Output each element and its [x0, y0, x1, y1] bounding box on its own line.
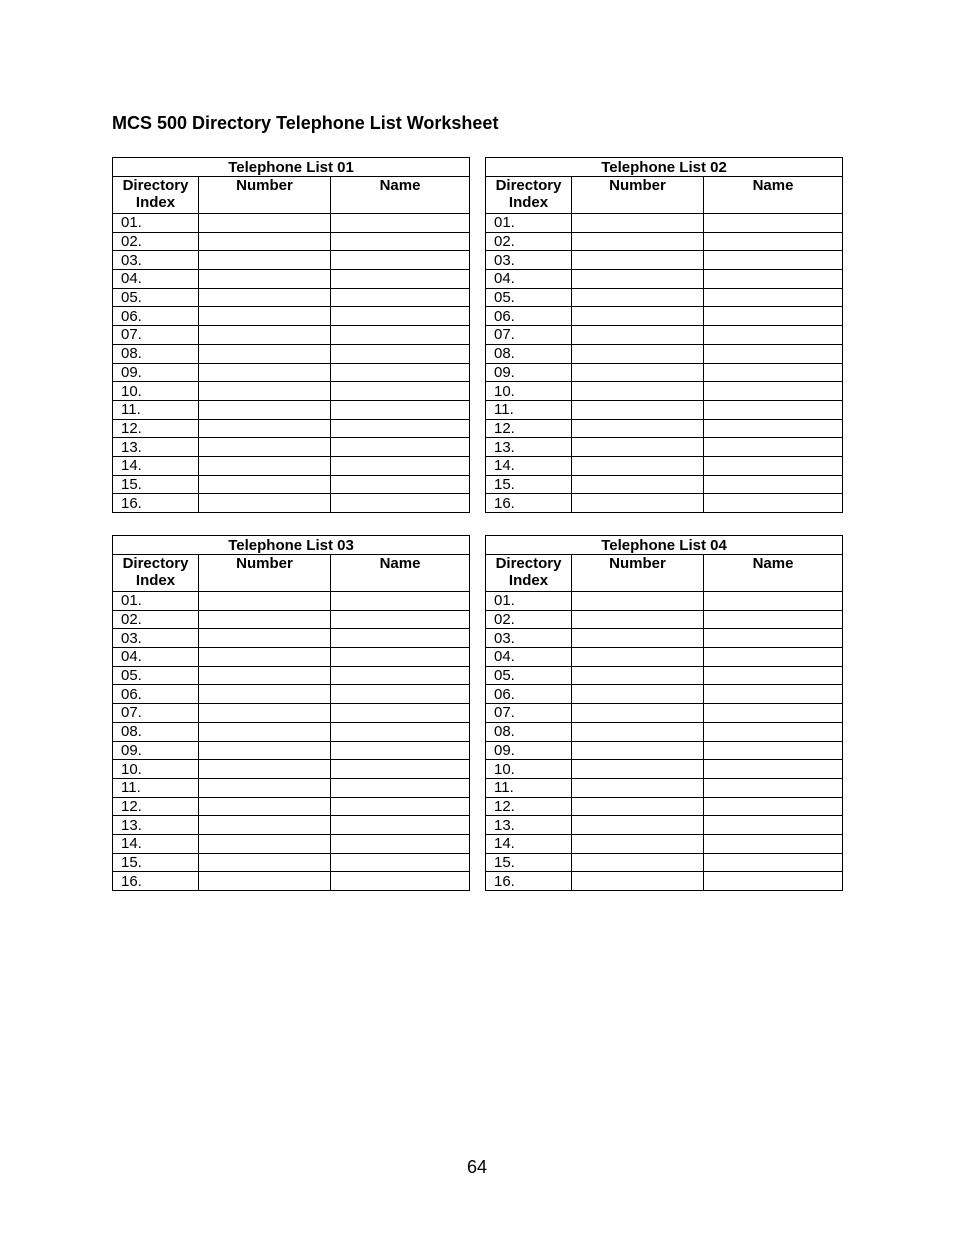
name-entry-cell[interactable]	[331, 232, 470, 251]
name-entry-cell[interactable]	[704, 610, 843, 629]
table-row	[486, 853, 843, 872]
directory-index-cell: 07.	[113, 704, 199, 723]
directory-index-cell: 01.	[486, 214, 572, 233]
directory-index-cell: 11.	[113, 400, 199, 419]
name-entry-cell[interactable]	[331, 456, 470, 475]
directory-index-cell: 12.	[113, 797, 199, 816]
directory-index-cell: 11.	[113, 778, 199, 797]
name-entry-cell[interactable]	[704, 704, 843, 723]
directory-index-cell: 15.	[486, 853, 572, 872]
number-entry-cell[interactable]	[199, 419, 331, 438]
name-entry-cell[interactable]	[704, 797, 843, 816]
table-row	[486, 363, 843, 382]
table-row	[486, 610, 843, 629]
table-row	[113, 270, 470, 289]
directory-index-cell: 12.	[113, 419, 199, 438]
number-entry-cell[interactable]	[572, 592, 704, 611]
table-row	[486, 494, 843, 513]
number-entry-cell[interactable]	[199, 741, 331, 760]
column-header-number: Number	[572, 177, 704, 214]
table-row	[113, 307, 470, 326]
directory-index-cell: 05.	[486, 288, 572, 307]
table-row	[486, 419, 843, 438]
table-row	[113, 760, 470, 779]
directory-index-cell: 03.	[486, 251, 572, 270]
directory-index-cell: 16.	[113, 494, 199, 513]
table-row	[113, 648, 470, 667]
number-entry-cell[interactable]	[199, 475, 331, 494]
number-entry-cell[interactable]	[572, 363, 704, 382]
table-row	[486, 307, 843, 326]
directory-index-cell: 07.	[486, 704, 572, 723]
directory-index-cell: 05.	[113, 288, 199, 307]
number-entry-cell[interactable]	[199, 232, 331, 251]
directory-index-cell: 08.	[113, 722, 199, 741]
name-entry-cell[interactable]	[704, 741, 843, 760]
column-header-index-line1: Directory	[495, 177, 562, 194]
column-header-directory-index	[486, 177, 572, 214]
name-entry-cell[interactable]	[331, 666, 470, 685]
table-row	[113, 778, 470, 797]
table-row	[486, 288, 843, 307]
name-entry-cell[interactable]	[331, 592, 470, 611]
number-entry-cell[interactable]	[199, 363, 331, 382]
directory-index-cell: 03.	[113, 251, 199, 270]
directory-index-cell: 11.	[486, 778, 572, 797]
directory-index-cell: 01.	[113, 214, 199, 233]
number-entry-cell[interactable]	[572, 704, 704, 723]
column-header-index-line1: Directory	[122, 177, 189, 194]
name-entry-cell[interactable]	[331, 834, 470, 853]
name-entry-cell[interactable]	[331, 816, 470, 835]
name-entry-cell[interactable]	[331, 438, 470, 457]
name-entry-cell[interactable]	[704, 344, 843, 363]
name-entry-cell[interactable]	[331, 214, 470, 233]
number-entry-cell[interactable]	[199, 344, 331, 363]
table-row	[113, 722, 470, 741]
directory-index-cell: 16.	[113, 872, 199, 891]
name-entry-cell[interactable]	[704, 400, 843, 419]
number-entry-cell[interactable]	[572, 685, 704, 704]
directory-index-cell: 15.	[113, 475, 199, 494]
telephone-list-table	[485, 157, 843, 513]
directory-index-cell: 14.	[486, 834, 572, 853]
table-title: Telephone List 01	[113, 158, 470, 177]
directory-index-cell: 08.	[486, 344, 572, 363]
directory-index-cell: 09.	[486, 363, 572, 382]
number-entry-cell[interactable]	[199, 592, 331, 611]
number-entry-cell[interactable]	[199, 666, 331, 685]
table-row	[113, 326, 470, 345]
directory-index-cell: 09.	[113, 741, 199, 760]
directory-index-cell: 09.	[486, 741, 572, 760]
name-entry-cell[interactable]	[704, 834, 843, 853]
number-entry-cell[interactable]	[199, 456, 331, 475]
directory-index-cell: 08.	[113, 344, 199, 363]
directory-index-cell: 14.	[486, 456, 572, 475]
number-entry-cell[interactable]	[199, 853, 331, 872]
directory-index-cell: 10.	[113, 382, 199, 401]
name-entry-cell[interactable]	[704, 307, 843, 326]
table-row	[486, 326, 843, 345]
name-entry-cell[interactable]	[331, 382, 470, 401]
name-entry-cell[interactable]	[331, 326, 470, 345]
table-row	[486, 475, 843, 494]
table-row	[486, 872, 843, 891]
table-row	[113, 666, 470, 685]
table-row	[113, 853, 470, 872]
table-row	[113, 475, 470, 494]
name-entry-cell[interactable]	[704, 778, 843, 797]
column-header-directory-index	[486, 555, 572, 592]
number-entry-cell[interactable]	[572, 872, 704, 891]
directory-index-cell: 06.	[486, 685, 572, 704]
column-header-directory-index	[113, 555, 199, 592]
directory-index-cell: 04.	[113, 270, 199, 289]
number-entry-cell[interactable]	[199, 382, 331, 401]
table-row	[486, 666, 843, 685]
name-entry-cell[interactable]	[331, 419, 470, 438]
number-entry-cell[interactable]	[572, 760, 704, 779]
name-entry-cell[interactable]	[331, 722, 470, 741]
directory-index-cell: 02.	[113, 610, 199, 629]
table-row	[486, 834, 843, 853]
telephone-list-table	[485, 535, 843, 891]
number-entry-cell[interactable]	[199, 778, 331, 797]
number-entry-cell[interactable]	[199, 610, 331, 629]
table-row	[113, 438, 470, 457]
table-row	[113, 251, 470, 270]
directory-index-cell: 07.	[113, 326, 199, 345]
directory-index-cell: 05.	[113, 666, 199, 685]
name-entry-cell[interactable]	[331, 610, 470, 629]
name-entry-cell[interactable]	[331, 494, 470, 513]
name-entry-cell[interactable]	[704, 456, 843, 475]
name-entry-cell[interactable]	[331, 797, 470, 816]
number-entry-cell[interactable]	[572, 816, 704, 835]
column-header-index-line2: Index	[135, 572, 176, 589]
directory-index-cell: 14.	[113, 834, 199, 853]
number-entry-cell[interactable]	[199, 438, 331, 457]
name-entry-cell[interactable]	[331, 741, 470, 760]
name-entry-cell[interactable]	[704, 685, 843, 704]
column-header-name: Name	[331, 555, 470, 592]
name-entry-cell[interactable]	[704, 722, 843, 741]
table-row	[113, 344, 470, 363]
table-row	[486, 704, 843, 723]
column-header-name: Name	[331, 177, 470, 214]
name-entry-cell[interactable]	[704, 816, 843, 835]
table-row	[113, 741, 470, 760]
table-row	[113, 214, 470, 233]
directory-index-cell: 10.	[113, 760, 199, 779]
column-header-number: Number	[199, 555, 331, 592]
name-entry-cell[interactable]	[704, 214, 843, 233]
name-entry-cell[interactable]	[331, 648, 470, 667]
directory-index-cell: 15.	[113, 853, 199, 872]
number-entry-cell[interactable]	[572, 438, 704, 457]
number-entry-cell[interactable]	[199, 704, 331, 723]
column-header-directory-index	[113, 177, 199, 214]
number-entry-cell[interactable]	[572, 494, 704, 513]
table-row	[113, 232, 470, 251]
number-entry-cell[interactable]	[199, 797, 331, 816]
name-entry-cell[interactable]	[331, 853, 470, 872]
name-entry-cell[interactable]	[331, 307, 470, 326]
name-entry-cell[interactable]	[704, 475, 843, 494]
table-row	[113, 382, 470, 401]
number-entry-cell[interactable]	[572, 778, 704, 797]
number-entry-cell[interactable]	[199, 326, 331, 345]
number-entry-cell[interactable]	[572, 214, 704, 233]
directory-index-cell: 03.	[486, 629, 572, 648]
page-title: MCS 500 Directory Telephone List Worksheet	[112, 113, 499, 133]
directory-index-cell: 13.	[113, 816, 199, 835]
table-row	[486, 648, 843, 667]
name-entry-cell[interactable]	[704, 760, 843, 779]
number-entry-cell[interactable]	[199, 872, 331, 891]
number-entry-cell[interactable]	[572, 232, 704, 251]
directory-index-cell: 02.	[113, 232, 199, 251]
table-row	[113, 400, 470, 419]
number-entry-cell[interactable]	[572, 344, 704, 363]
number-entry-cell[interactable]	[572, 648, 704, 667]
table-row	[113, 704, 470, 723]
table-row	[486, 685, 843, 704]
number-entry-cell[interactable]	[572, 797, 704, 816]
table-row	[486, 778, 843, 797]
table-row	[113, 872, 470, 891]
name-entry-cell[interactable]	[331, 778, 470, 797]
number-entry-cell[interactable]	[572, 610, 704, 629]
number-entry-cell[interactable]	[199, 214, 331, 233]
number-entry-cell[interactable]	[199, 494, 331, 513]
directory-index-cell: 14.	[113, 456, 199, 475]
table-row	[486, 629, 843, 648]
directory-index-cell: 16.	[486, 872, 572, 891]
number-entry-cell[interactable]	[572, 722, 704, 741]
number-entry-cell[interactable]	[572, 307, 704, 326]
number-entry-cell[interactable]	[199, 629, 331, 648]
number-entry-cell[interactable]	[572, 400, 704, 419]
number-entry-cell[interactable]	[572, 834, 704, 853]
table-row	[113, 288, 470, 307]
number-entry-cell[interactable]	[199, 270, 331, 289]
column-header-index-line2: Index	[135, 194, 176, 211]
table-row	[113, 685, 470, 704]
number-entry-cell[interactable]	[572, 475, 704, 494]
number-entry-cell[interactable]	[572, 270, 704, 289]
table-row	[486, 400, 843, 419]
directory-index-cell: 01.	[113, 592, 199, 611]
table-row	[486, 232, 843, 251]
directory-index-cell: 02.	[486, 610, 572, 629]
table-row	[486, 816, 843, 835]
name-entry-cell[interactable]	[704, 326, 843, 345]
name-entry-cell[interactable]	[704, 270, 843, 289]
name-entry-cell[interactable]	[331, 704, 470, 723]
directory-index-cell: 08.	[486, 722, 572, 741]
number-entry-cell[interactable]	[572, 853, 704, 872]
directory-index-cell: 04.	[486, 648, 572, 667]
name-entry-cell[interactable]	[704, 438, 843, 457]
table-row	[113, 610, 470, 629]
name-entry-cell[interactable]	[704, 629, 843, 648]
directory-index-cell: 12.	[486, 419, 572, 438]
column-header-index-line2: Index	[508, 572, 549, 589]
table-title: Telephone List 02	[486, 158, 843, 177]
table-row	[113, 797, 470, 816]
name-entry-cell[interactable]	[704, 288, 843, 307]
number-entry-cell[interactable]	[199, 722, 331, 741]
directory-index-cell: 05.	[486, 666, 572, 685]
name-entry-cell[interactable]	[331, 363, 470, 382]
name-entry-cell[interactable]	[704, 232, 843, 251]
number-entry-cell[interactable]	[199, 648, 331, 667]
column-header-index-line1: Directory	[122, 555, 189, 572]
table-row	[113, 456, 470, 475]
number-entry-cell[interactable]	[199, 251, 331, 270]
directory-index-cell: 10.	[486, 760, 572, 779]
column-header-name: Name	[704, 177, 843, 214]
directory-index-cell: 06.	[113, 307, 199, 326]
table-row	[113, 363, 470, 382]
table-title: Telephone List 04	[486, 536, 843, 555]
name-entry-cell[interactable]	[331, 685, 470, 704]
table-row	[113, 494, 470, 513]
table-row	[113, 834, 470, 853]
name-entry-cell[interactable]	[331, 475, 470, 494]
number-entry-cell[interactable]	[199, 834, 331, 853]
table-row	[113, 592, 470, 611]
table-row	[486, 722, 843, 741]
table-row	[486, 270, 843, 289]
name-entry-cell[interactable]	[331, 400, 470, 419]
directory-index-cell: 06.	[113, 685, 199, 704]
number-entry-cell[interactable]	[572, 326, 704, 345]
directory-index-cell: 15.	[486, 475, 572, 494]
directory-index-cell: 10.	[486, 382, 572, 401]
directory-index-cell: 13.	[486, 438, 572, 457]
number-entry-cell[interactable]	[199, 288, 331, 307]
telephone-list-table	[112, 535, 470, 891]
number-entry-cell[interactable]	[572, 382, 704, 401]
column-header-name: Name	[704, 555, 843, 592]
number-entry-cell[interactable]	[199, 400, 331, 419]
name-entry-cell[interactable]	[331, 760, 470, 779]
name-entry-cell[interactable]	[331, 270, 470, 289]
number-entry-cell[interactable]	[572, 456, 704, 475]
number-entry-cell[interactable]	[572, 288, 704, 307]
name-entry-cell[interactable]	[704, 494, 843, 513]
table-row	[486, 214, 843, 233]
directory-index-cell: 09.	[113, 363, 199, 382]
directory-index-cell: 13.	[486, 816, 572, 835]
number-entry-cell[interactable]	[572, 629, 704, 648]
name-entry-cell[interactable]	[704, 872, 843, 891]
directory-index-cell: 16.	[486, 494, 572, 513]
name-entry-cell[interactable]	[331, 288, 470, 307]
page-number: 64	[466, 1157, 488, 1177]
directory-index-cell: 12.	[486, 797, 572, 816]
directory-index-cell: 01.	[486, 592, 572, 611]
table-row	[486, 438, 843, 457]
number-entry-cell[interactable]	[199, 685, 331, 704]
column-header-number: Number	[572, 555, 704, 592]
column-header-index-line2: Index	[508, 194, 549, 211]
name-entry-cell[interactable]	[331, 251, 470, 270]
table-row	[486, 760, 843, 779]
table-row	[486, 251, 843, 270]
number-entry-cell[interactable]	[572, 741, 704, 760]
directory-index-cell: 04.	[486, 270, 572, 289]
name-entry-cell[interactable]	[704, 251, 843, 270]
directory-index-cell: 03.	[113, 629, 199, 648]
column-header-number: Number	[199, 177, 331, 214]
telephone-list-table	[112, 157, 470, 513]
table-row	[486, 344, 843, 363]
number-entry-cell[interactable]	[199, 760, 331, 779]
name-entry-cell[interactable]	[704, 666, 843, 685]
directory-index-cell: 02.	[486, 232, 572, 251]
number-entry-cell[interactable]	[199, 307, 331, 326]
table-row	[486, 741, 843, 760]
number-entry-cell[interactable]	[572, 251, 704, 270]
directory-index-cell: 04.	[113, 648, 199, 667]
table-row	[486, 797, 843, 816]
number-entry-cell[interactable]	[199, 816, 331, 835]
table-title: Telephone List 03	[113, 536, 470, 555]
table-row	[113, 816, 470, 835]
table-row	[113, 419, 470, 438]
name-entry-cell[interactable]	[331, 344, 470, 363]
table-row	[486, 592, 843, 611]
name-entry-cell[interactable]	[704, 592, 843, 611]
directory-index-cell: 13.	[113, 438, 199, 457]
directory-index-cell: 11.	[486, 400, 572, 419]
name-entry-cell[interactable]	[704, 382, 843, 401]
name-entry-cell[interactable]	[331, 872, 470, 891]
table-row	[113, 629, 470, 648]
column-header-index-line1: Directory	[495, 555, 562, 572]
number-entry-cell[interactable]	[572, 666, 704, 685]
name-entry-cell[interactable]	[704, 419, 843, 438]
name-entry-cell[interactable]	[704, 853, 843, 872]
name-entry-cell[interactable]	[331, 629, 470, 648]
table-row	[486, 456, 843, 475]
table-row	[486, 382, 843, 401]
directory-index-cell: 07.	[486, 326, 572, 345]
directory-index-cell: 06.	[486, 307, 572, 326]
name-entry-cell[interactable]	[704, 363, 843, 382]
number-entry-cell[interactable]	[572, 419, 704, 438]
name-entry-cell[interactable]	[704, 648, 843, 667]
